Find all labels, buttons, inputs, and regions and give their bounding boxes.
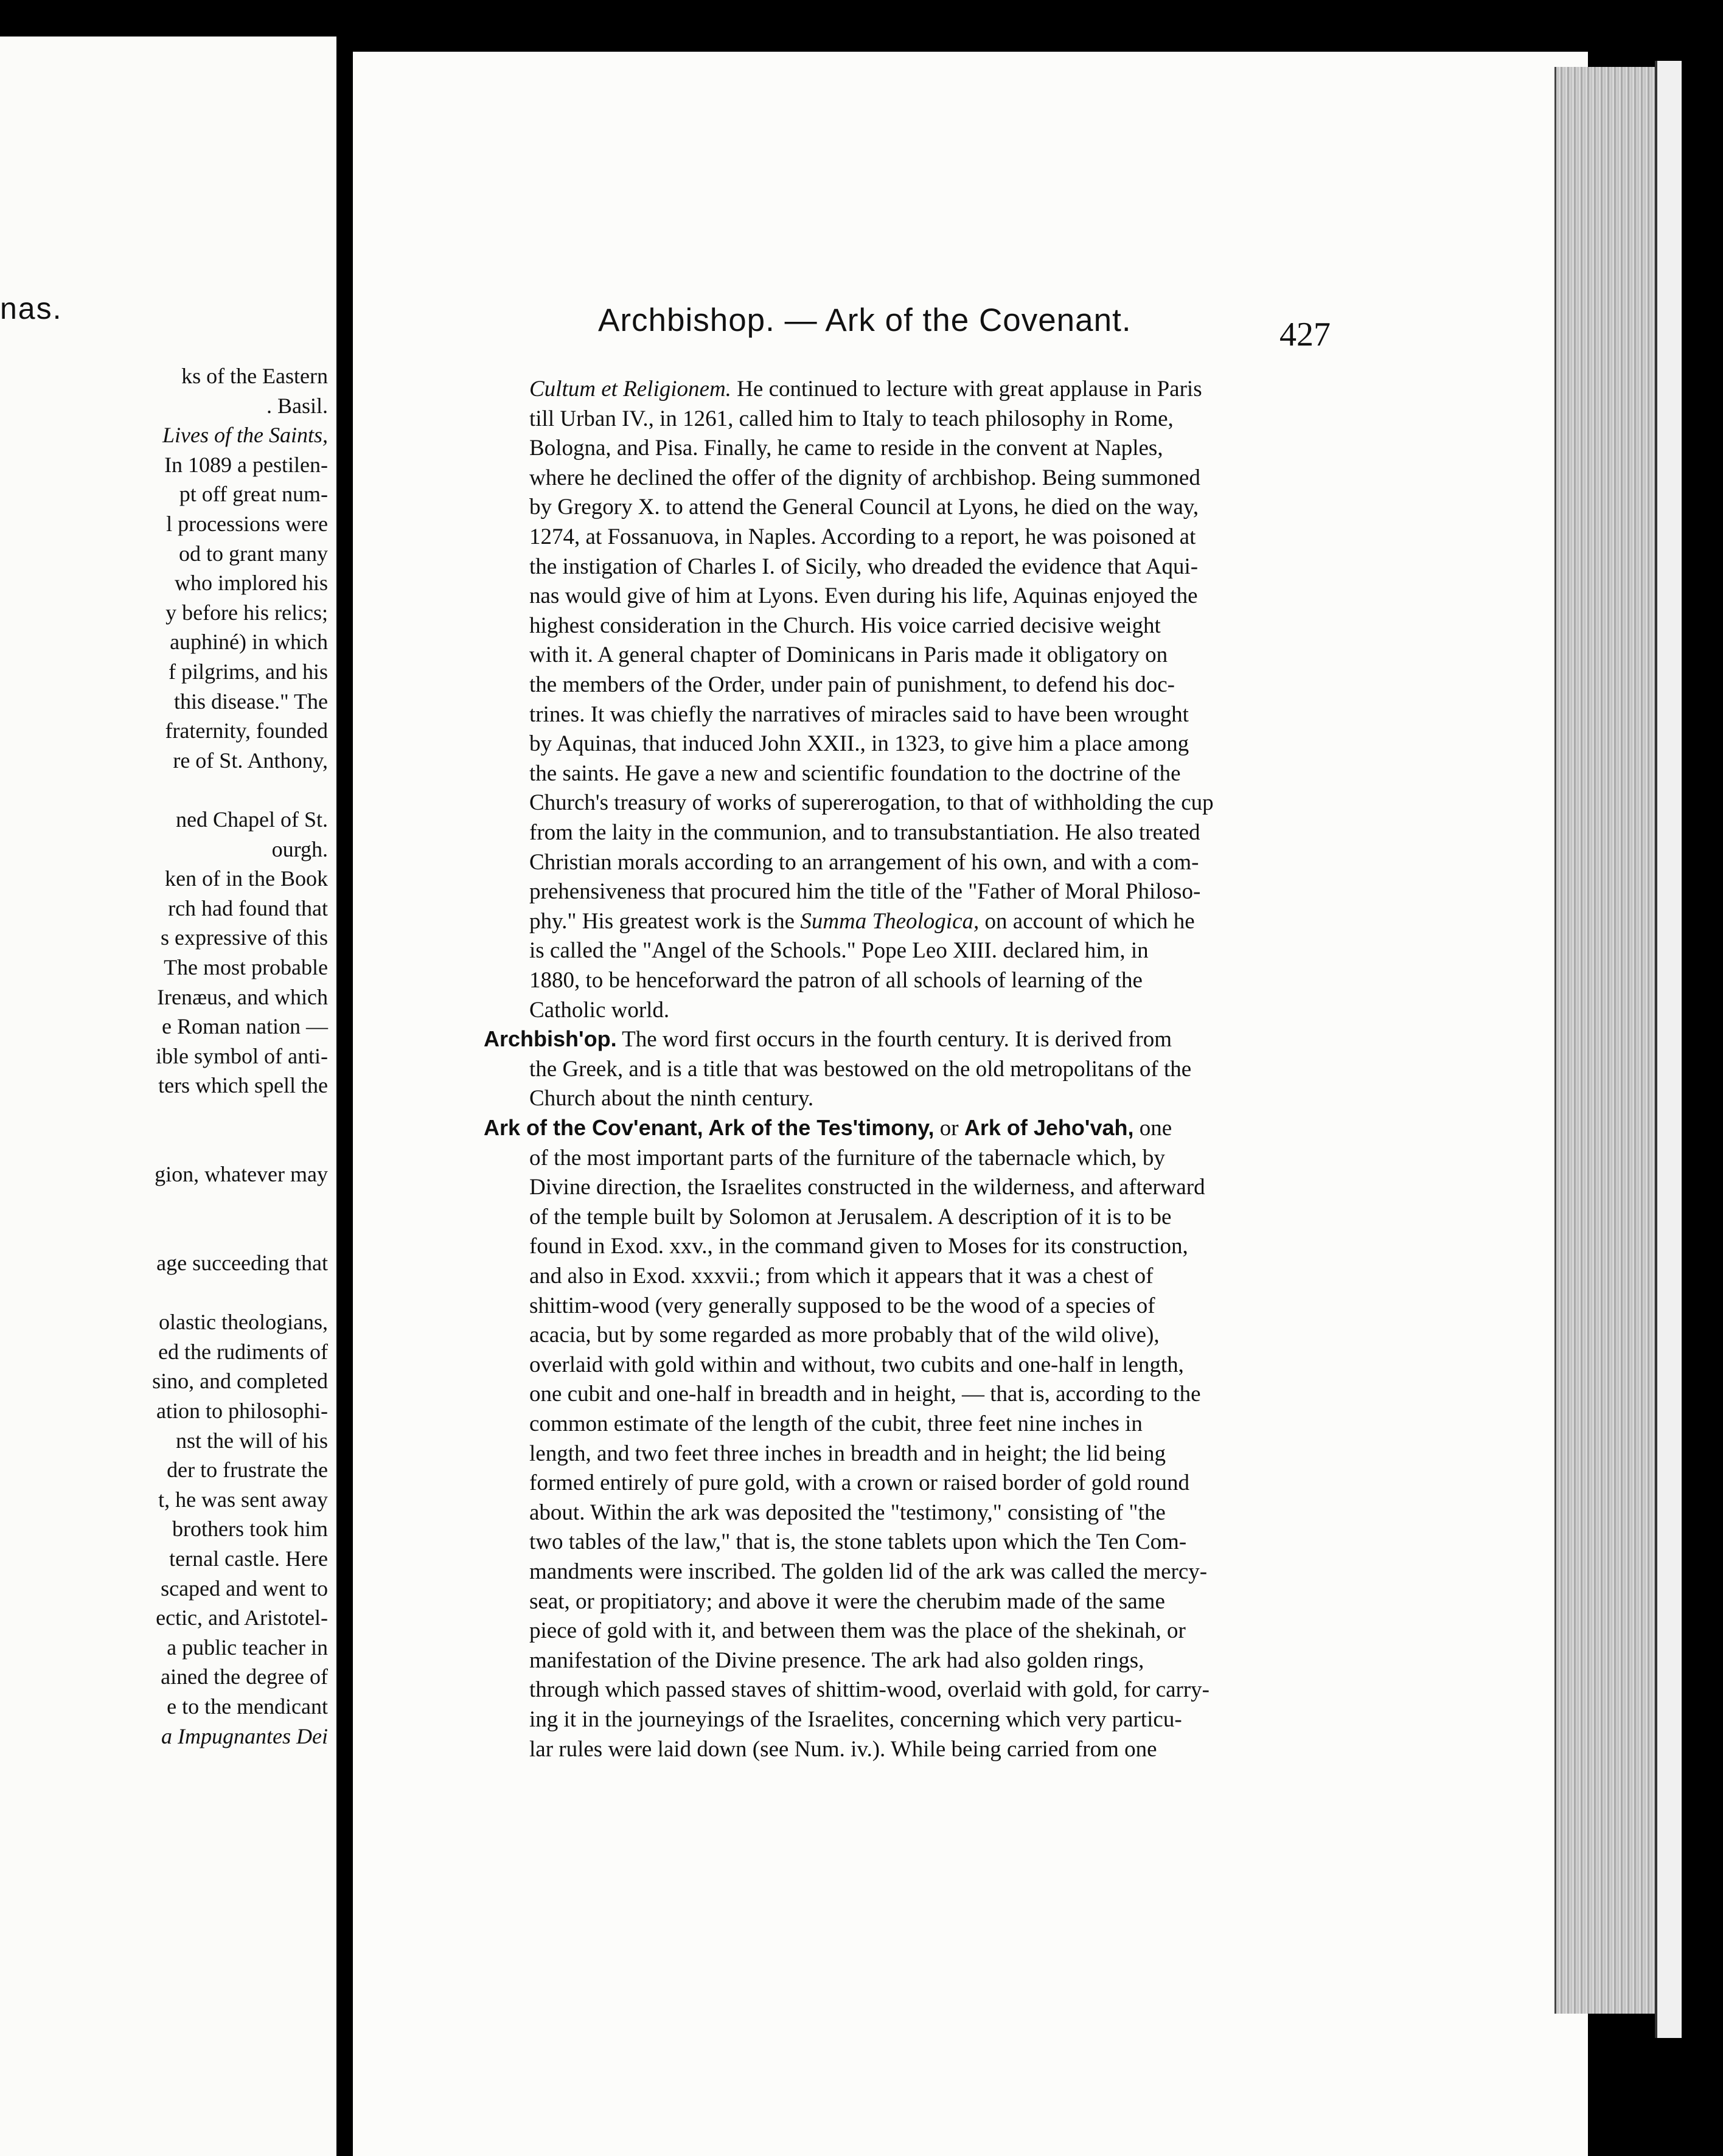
- ark-text-line: [529, 1381, 1328, 1407]
- aquinas-text-line: [529, 672, 1328, 698]
- text-run: Bologna, and Pisa. Finally, he came to reside in the convent at Naples,: [529, 436, 1163, 461]
- left-text-line: re of St. Anthony,: [173, 748, 328, 773]
- text-run: till Urban IV., in 1261, called him to Italy to teach philosophy in Rome,: [529, 406, 1174, 431]
- left-text-line: t, he was sent away: [158, 1487, 328, 1512]
- ark-text-line: [529, 1618, 1328, 1644]
- aquinas-text-line: [529, 494, 1328, 520]
- text-run: one cubit and one-half in breadth and in height, — that is, according to the: [529, 1382, 1201, 1407]
- left-text-line: olastic theologians,: [159, 1310, 328, 1335]
- left-text-line: a public teacher in: [167, 1635, 328, 1660]
- book-cover-edge: [1655, 61, 1682, 2038]
- ark-text-line: [529, 1470, 1328, 1496]
- left-page: [0, 37, 336, 2156]
- text-run: Catholic world.: [529, 997, 670, 1023]
- aquinas-text-line: [529, 997, 1328, 1023]
- ark-text-line: [529, 1411, 1328, 1437]
- text-run: through which passed staves of shittim-wood, overlaid with gold, for carry-: [529, 1677, 1210, 1703]
- text-run: of the temple built by Solomon at Jerusalem. A description of it is to be: [529, 1204, 1172, 1229]
- aquinas-text-line: [529, 937, 1328, 964]
- left-text-line: ternal castle. Here: [169, 1546, 328, 1571]
- running-head: Archbishop. — Ark of the Covenant.: [598, 302, 1132, 338]
- text-run: overlaid with gold within and without, two cubits and one-half in length,: [529, 1352, 1184, 1377]
- left-text-line: l processions were: [166, 512, 328, 536]
- ark-text-line: [529, 1736, 1328, 1762]
- left-text-line: f pilgrims, and his: [169, 659, 328, 684]
- ark-text-line: [529, 1174, 1328, 1200]
- left-text-line: The most probable: [164, 955, 328, 979]
- left-text-line: this disease." The: [174, 689, 328, 714]
- aquinas-text-line: [529, 435, 1328, 461]
- aquinas-text-line: [529, 376, 1328, 402]
- text-run: Christian morals according to an arrangement of his own, and with a com-: [529, 849, 1199, 875]
- text-run: on account of which he: [979, 908, 1195, 934]
- left-text-line: nst the will of his: [176, 1428, 328, 1453]
- left-text-line: auphiné) in which: [170, 630, 328, 655]
- left-text-line: pt off great num-: [179, 482, 328, 507]
- aquinas-text-line: [529, 819, 1328, 846]
- ark-entry-first-line: [484, 1115, 1328, 1141]
- text-run: nas would give of him at Lyons. Even during his life, Aquinas enjoyed the: [529, 583, 1198, 609]
- text-run: Church about the ninth century.: [529, 1086, 814, 1111]
- left-text-line: ourgh.: [271, 836, 328, 861]
- ark-text-line: [529, 1677, 1328, 1703]
- page-number: 427: [1279, 316, 1331, 353]
- left-text-line: In 1089 a pestilen-: [164, 452, 328, 477]
- left-text-line: ters which spell the: [158, 1073, 328, 1098]
- text-run: manifestation of the Divine presence. The ark had also golden rings,: [529, 1647, 1144, 1673]
- left-text-line: Lives of the Saints,: [162, 423, 328, 448]
- headword-ark-jehovah: Ark of Jeho'vah,: [964, 1115, 1134, 1140]
- left-text-line: od to grant many: [179, 541, 328, 566]
- ark-text-line: [529, 1293, 1328, 1319]
- left-text-line: der to frustrate the: [167, 1458, 328, 1483]
- ark-text-line: [529, 1204, 1328, 1230]
- text-run: by Gregory X. to attend the General Council at Lyons, he died on the way,: [529, 495, 1199, 520]
- text-run: common estimate of the length of the cubit, three feet nine inches in: [529, 1411, 1143, 1436]
- text-run: the saints. He gave a new and scientific foundation to the doctrine of the: [529, 760, 1181, 786]
- left-text-line: age succeeding that: [156, 1251, 328, 1275]
- text-run: or: [934, 1116, 964, 1141]
- aquinas-text-line: [529, 642, 1328, 668]
- text-run: He continued to lecture with great applause in Paris: [731, 377, 1202, 402]
- archbishop-text-line: [529, 1085, 1328, 1111]
- text-run: mandments were inscribed. The golden lid of the ark was called the mercy-: [529, 1559, 1208, 1584]
- aquinas-text-line: [529, 967, 1328, 993]
- text-run: one: [1133, 1116, 1172, 1141]
- aquinas-text-line: [529, 849, 1328, 875]
- text-run: Church's treasury of works of supererogation, to that of withholding the cup: [529, 790, 1214, 816]
- left-text-line: ained the degree of: [161, 1664, 328, 1689]
- archbishop-entry-first-line: [484, 1026, 1328, 1052]
- left-text-line: Irenæus, and which: [157, 984, 328, 1009]
- ark-text-line: [529, 1500, 1328, 1526]
- text-run: formed entirely of pure gold, with a crown or raised border of gold round: [529, 1470, 1190, 1496]
- left-text-line: rch had found that: [168, 895, 328, 920]
- text-run: trines. It was chiefly the narratives of miracles said to have been wrought: [529, 701, 1189, 727]
- left-text-line: a Impugnantes Dei: [161, 1723, 328, 1748]
- left-text-line: ed the rudiments of: [158, 1339, 328, 1364]
- text-run: the members of the Order, under pain of punishment, to defend his doc-: [529, 672, 1175, 697]
- left-text-line: sino, and completed: [152, 1369, 328, 1394]
- left-text-line: s expressive of this: [161, 925, 328, 950]
- ark-text-line: [529, 1263, 1328, 1289]
- text-run: piece of gold with it, and between them was the place of the shekinah, or: [529, 1618, 1186, 1644]
- left-text-line: ation to philosophi-: [156, 1399, 328, 1423]
- aquinas-text-line: [529, 554, 1328, 580]
- ark-text-line: [529, 1145, 1328, 1171]
- ark-text-line: [529, 1441, 1328, 1467]
- text-run: and also in Exod. xxxvii.; from which it appears that it was a chest of: [529, 1264, 1154, 1288]
- left-text-line: ible symbol of anti-: [156, 1043, 328, 1068]
- text-run: 1880, to be henceforward the patron of all schools of learning of the: [529, 968, 1143, 993]
- aquinas-text-line: [529, 731, 1328, 757]
- text-run: prehensiveness that procured him the title of the "Father of Moral Philoso-: [529, 879, 1201, 905]
- text-run: The word first occurs in the fourth century. It is derived from: [616, 1027, 1172, 1052]
- text-run: highest consideration in the Church. His voice carried decisive weight: [529, 613, 1161, 638]
- aquinas-text-line: [529, 760, 1328, 787]
- text-run: the instigation of Charles I. of Sicily, who dreaded the evidence that Aqui-: [529, 554, 1199, 579]
- left-text-line: ks of the Eastern: [181, 364, 328, 388]
- headword-archbishop: Archbish'op.: [484, 1026, 617, 1052]
- aquinas-text-line: [529, 790, 1328, 816]
- text-run: Divine direction, the Israelites constructed in the wilderness, and afterward: [529, 1175, 1205, 1200]
- ark-text-line: [529, 1322, 1328, 1348]
- left-text-line: y before his relics;: [165, 600, 328, 625]
- ark-text-line: [529, 1559, 1328, 1585]
- left-text-line: scaped and went to: [161, 1576, 328, 1601]
- left-text-line: ectic, and Aristotel-: [156, 1605, 328, 1630]
- left-text-line: e Roman nation —: [162, 1014, 328, 1039]
- aquinas-text-line: [529, 465, 1328, 491]
- text-run: ing it in the journeyings of the Israelites, concerning which very particu-: [529, 1707, 1182, 1732]
- aquinas-text-line: [529, 908, 1328, 934]
- text-run: where he declined the offer of the dignity of archbishop. Being summoned: [529, 465, 1200, 490]
- text-run: found in Exod. xxv., in the command given to Moses for its construction,: [529, 1234, 1188, 1259]
- left-text-line: fraternity, founded: [165, 718, 328, 743]
- text-run: shittim-wood (very generally supposed to be the wood of a species of: [529, 1293, 1155, 1318]
- aquinas-text-line: [529, 878, 1328, 905]
- ark-text-line: [529, 1233, 1328, 1259]
- text-run: about. Within the ark was deposited the "testimony," consisting of "the: [529, 1500, 1166, 1525]
- text-run: length, and two feet three inches in breadth and in height; the lid being: [529, 1441, 1166, 1466]
- aquinas-text-line: [529, 701, 1328, 728]
- left-text-line: ned Chapel of St.: [176, 807, 328, 832]
- aquinas-text-line: [529, 406, 1328, 432]
- text-run: 1274, at Fossanuova, in Naples. According to a report, he was poisoned at: [529, 524, 1196, 549]
- text-run: with it. A general chapter of Dominicans in Paris made it obligatory on: [529, 642, 1168, 668]
- left-text-line: who implored his: [175, 571, 328, 596]
- left-page-header: nas.: [0, 291, 63, 325]
- italic-title: Summa Theologica,: [800, 908, 980, 934]
- ark-text-line: [529, 1529, 1328, 1555]
- text-run: of the most important parts of the furniture of the tabernacle which, by: [529, 1145, 1165, 1170]
- text-run: from the laity in the communion, and to transubstantiation. He also treated: [529, 820, 1200, 845]
- text-run: the Greek, and is a title that was bestowed on the old metropolitans of the: [529, 1056, 1192, 1082]
- text-run: lar rules were laid down (see Num. iv.). While being carried from one: [529, 1736, 1157, 1762]
- aquinas-text-line: [529, 583, 1328, 609]
- text-run: by Aquinas, that induced John XXII., in 1323, to give him a place among: [529, 731, 1189, 757]
- text-run: phy." His greatest work is the: [529, 908, 801, 934]
- text-run: seat, or propitiatory; and above it were the cherubim made of the same: [529, 1588, 1165, 1614]
- aquinas-text-line: [529, 524, 1328, 550]
- ark-text-line: [529, 1352, 1328, 1378]
- italic-title: Cultum et Religionem.: [529, 377, 731, 402]
- left-text-line: e to the mendicant: [167, 1694, 328, 1719]
- left-text-line: brothers took him: [172, 1517, 328, 1542]
- headword-ark-covenant: Ark of the Cov'enant, Ark of the Tes'timony,: [484, 1115, 935, 1140]
- text-run: acacia, but by some regarded as more probably that of the wild olive),: [529, 1323, 1160, 1348]
- archbishop-text-line: [529, 1056, 1328, 1082]
- aquinas-text-line: [529, 613, 1328, 639]
- ark-text-line: [529, 1647, 1328, 1674]
- ark-text-line: [529, 1706, 1328, 1733]
- left-text-line: ken of in the Book: [165, 866, 328, 891]
- text-run: two tables of the law," that is, the stone tablets upon which the Ten Com-: [529, 1529, 1187, 1555]
- ark-text-line: [529, 1588, 1328, 1615]
- left-text-line: . Basil.: [266, 393, 328, 418]
- text-run: is called the "Angel of the Schools." Pope Leo XIII. declared him, in: [529, 938, 1149, 964]
- left-text-line: gion, whatever may: [155, 1162, 328, 1187]
